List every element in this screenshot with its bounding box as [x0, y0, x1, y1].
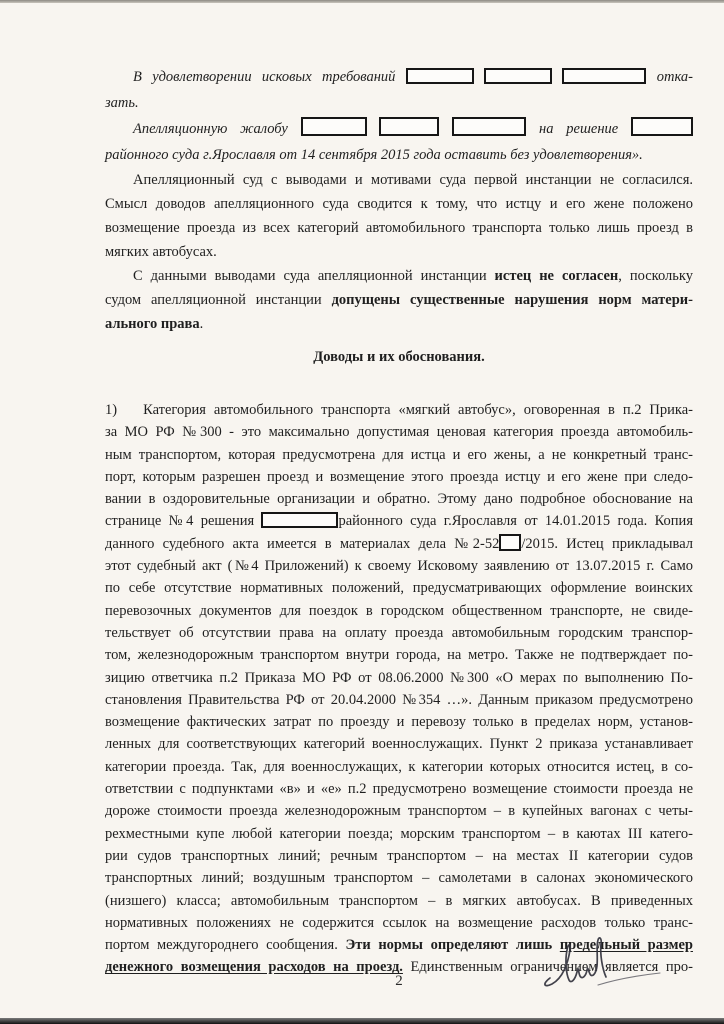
text-span: этот судебный акт (№4 Приложений) к своему Исковому заявлению от 13.07.2015 г. Само: [105, 558, 693, 575]
text-line: [105, 733, 693, 755]
text-span: /2015. Истец прикладывал: [521, 535, 694, 552]
text-line: [105, 800, 693, 822]
text-line: [105, 168, 693, 192]
text-span: за МО РФ №300 - это максимально допустимая ценовая категория проезда автомобиль-: [105, 424, 693, 441]
text-line: [105, 444, 693, 466]
text-span: .: [199, 316, 204, 332]
text-span: порт, которым разрешен проезд и возмещение этого проезда истцу и его жене при следо-: [105, 468, 693, 485]
text-span: рии судов транспортных линий; речным транспортом – на местах II категории судов: [105, 847, 693, 864]
page-number: 2: [395, 973, 403, 989]
appeal-court-position: [105, 168, 693, 264]
text-span: зицию ответчика п.2 Приказа МО РФ от 08.06.2000 №300 «О мерах по выполнению По-: [105, 669, 693, 686]
document-body: [105, 64, 693, 979]
text-line: [105, 533, 693, 555]
text-span: тельствует об отсутствии права на оплату проезда автомобильным городским транспор-: [105, 624, 693, 641]
text-span: возмещение проезда из всех категорий автомобильного транспорта только лишь проезд в: [105, 220, 693, 236]
text-line: [105, 778, 693, 800]
text-span: данного судебного акта имеется в материалах дела №2-52: [105, 535, 500, 552]
text-span: становления Правительства РФ от 20.04.2000 №354 …». Данным приказом предусмотрено: [105, 691, 693, 708]
text-line: [105, 346, 693, 369]
bold-text-span: Эти нормы определяют лишь: [345, 937, 560, 954]
text-span: портом междугороднего сообщения.: [105, 937, 346, 954]
text-line: [105, 600, 693, 622]
text-span: Смысл доводов апелляционного суда сводится к тому, что истцу и его жене положено: [105, 196, 693, 212]
arguments-heading: [105, 346, 693, 369]
scan-edge-top: [0, 0, 724, 3]
text-span: Апелляционный суд с выводами и мотивами суда первой инстанции не согласился.: [133, 172, 693, 188]
text-span: отка-: [646, 69, 694, 85]
redaction-box: [631, 117, 693, 136]
text-span: Апелляционную жалобу: [133, 121, 301, 137]
text-line: [105, 890, 693, 912]
text-span: мягких автобусах.: [105, 244, 217, 260]
text-line: [105, 421, 693, 443]
text-line: [105, 399, 693, 421]
text-line: [105, 644, 693, 666]
text-span: Категория автомобильного транспорта «мягкий автобус», оговоренная в п.2 Прика-: [143, 402, 693, 418]
text-line: [105, 577, 693, 599]
text-span: вании в оздоровительные организации и обратно. Этому дано подробное обоснование на: [105, 491, 693, 508]
text-line: [105, 466, 693, 488]
text-span: судом апелляционной инстанции: [105, 292, 332, 308]
bold-text-span: ального права: [105, 316, 200, 332]
text-line: [105, 240, 693, 264]
redaction-box: [261, 512, 338, 528]
text-span: 1): [105, 402, 118, 418]
redaction-box: [562, 68, 646, 84]
text-span: [367, 121, 380, 137]
text-span: (низшего) класса; автомобильным транспортом – в мягких автобусах. В приведенных: [105, 892, 693, 909]
text-span: [474, 69, 484, 85]
text-line: [105, 867, 693, 889]
text-span: дороже стоимости проезда железнодорожным транспортом – в купейных вагонах с четы-: [105, 803, 693, 820]
text-line: [105, 823, 693, 845]
text-line: [105, 667, 693, 689]
text-span: зать.: [105, 95, 139, 111]
text-span: , поскольку: [618, 268, 693, 284]
text-span: на решение: [526, 121, 632, 137]
text-line: [105, 64, 693, 90]
text-line: [105, 216, 693, 240]
redaction-box: [379, 117, 439, 136]
text-line: [105, 756, 693, 778]
scan-edge-bottom: [0, 1018, 724, 1024]
text-span: транспортных линий; воздушным транспортом – самолетами в салонах экономического: [105, 870, 693, 887]
text-span: [552, 69, 562, 85]
text-span: категории проезда. Так, для военнослужащих, к категории которых относится истец, в со-: [105, 758, 693, 775]
text-line: [105, 912, 693, 934]
argument-1: [105, 399, 693, 979]
text-line: [105, 312, 693, 336]
text-line: [105, 90, 693, 116]
redaction-box: [406, 68, 474, 84]
text-span: ленных для соответствующих категорий военнослужащих. Пункт 2 приказа устанавливает: [105, 736, 693, 753]
court-ruling-quote: [105, 64, 693, 168]
text-span: районного суда г.Ярославля от 14 сентября 2015 года оставить без удовлетворения».: [105, 147, 643, 163]
text-span: Единственным ограничением является про-: [402, 959, 693, 976]
text-line: [105, 622, 693, 644]
text-line: [105, 845, 693, 867]
text-line: [105, 555, 693, 577]
redaction-box: [452, 117, 526, 136]
redaction-box: [301, 117, 367, 136]
text-span: ответствии с подпунктами «в» и «е» п.2 предусмотрено возмещение стоимости проезда не: [105, 781, 693, 798]
text-line: [105, 116, 693, 142]
text-span: районного суда г.Ярославля от 14.01.2015 года. Копия: [338, 513, 693, 530]
bold-text-span: Доводы и их обоснования.: [313, 349, 485, 365]
text-span: том, железнодорожным транспортом внутри города, на метро. Также не подтверждает по-: [105, 647, 693, 664]
text-span: по себе отсутствие нормативных положений, предусматривающих оформление воинских: [105, 580, 693, 597]
signature: [538, 932, 668, 998]
text-line: [105, 689, 693, 711]
text-line: [105, 510, 693, 532]
text-line: [105, 488, 693, 510]
redaction-box: [484, 68, 552, 84]
bold-text-span: допущены существенные нарушения норм матери-: [331, 292, 693, 308]
text-span: нормативных положениях не содержится ссылок на возмещение расходов только транс-: [105, 914, 693, 931]
underlined-text: денежного возмещения расходов на проезд.: [105, 959, 403, 976]
text-span: странице №4 решения: [105, 513, 262, 530]
text-span: возмещение фактических затрат по проезду и перевозу только в пределах норм, установ-: [105, 714, 693, 731]
text-line: [105, 264, 693, 288]
text-line: [105, 142, 693, 168]
text-span: перевозочных документов для поездок в городском общественном транспорте, не свиде-: [105, 602, 693, 619]
underlined-text: предельный размер: [559, 937, 693, 954]
text-span: ным транспортом, которая предусмотрена для истца и его жены, а не конкретный транс-: [105, 446, 693, 463]
text-span: В удовлетворении исковых требований: [133, 69, 406, 85]
text-line: [105, 711, 693, 733]
text-line: [105, 288, 693, 312]
text-span: рехместными купе любой категории поезда; морским транспортом – в каютах III катего-: [105, 825, 693, 842]
bold-text-span: истец не согласен: [494, 268, 619, 284]
plaintiff-disagreement: [105, 264, 693, 336]
text-line: [105, 192, 693, 216]
text-span: [439, 121, 452, 137]
text-span: С данными выводами суда апелляционной инстанции: [133, 268, 495, 284]
redaction-box: [499, 534, 521, 551]
